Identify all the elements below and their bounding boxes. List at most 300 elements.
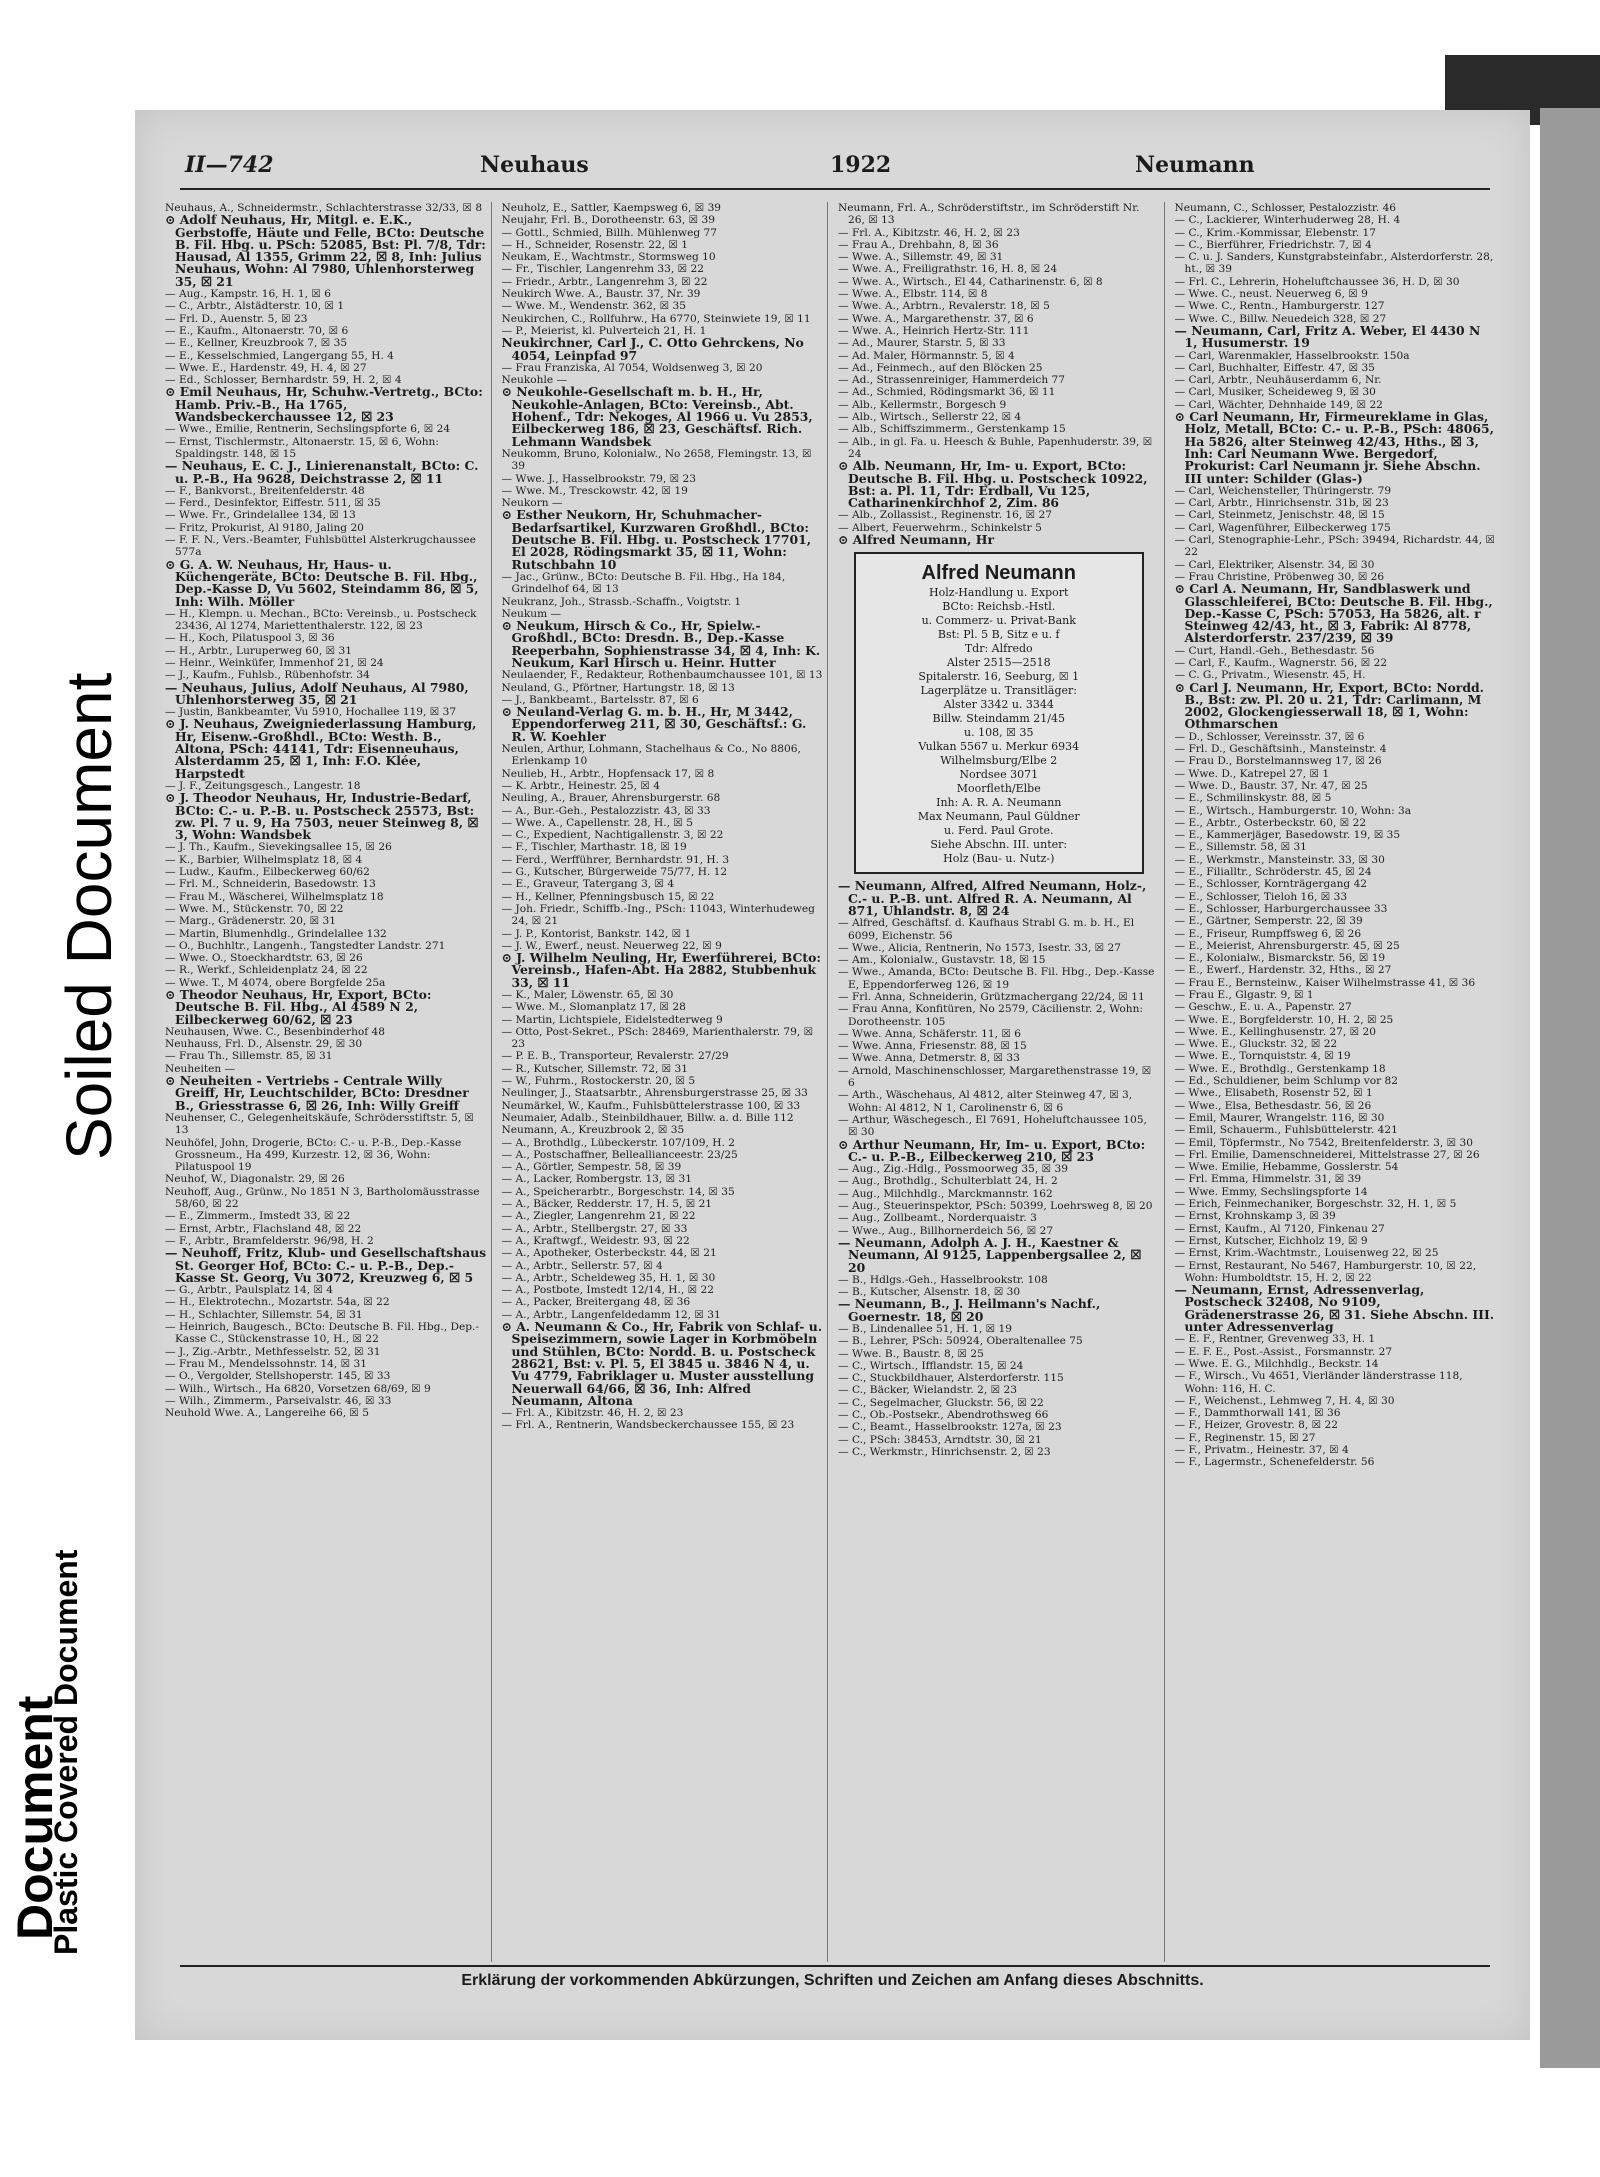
- header-year: 1922: [830, 152, 892, 178]
- directory-entry: — Wwe., Amanda, BCto: Deutsche B. Fil. Hbg., Dep.-Kasse E, Eppendorferweg 126, ☒ 19: [838, 966, 1155, 991]
- directory-entry: — Ad., Strassenreiniger, Hammerdeich 77: [838, 374, 1065, 387]
- directory-entry: — Wwe. E., Borgfelderstr. 10, H. 2, ☒ 25: [1174, 1013, 1394, 1026]
- directory-entry: — Frl. M., Schneiderin, Basedowstr. 13: [165, 878, 376, 891]
- directory-entry: — E., Zimmerm., Imstedt 33, ☒ 22: [165, 1210, 351, 1223]
- ad-line: Wilhelmsburg/Elbe 2: [940, 754, 1058, 768]
- directory-entry: Neuhausen, Wwe. C., Besenbinderhof 48: [165, 1025, 386, 1038]
- ad-line: u. Ferd. Paul Grote.: [943, 824, 1054, 838]
- directory-entry: — B., Kutscher, Alsenstr. 18, ☒ 30: [838, 1286, 1021, 1299]
- ad-line: Inh: A. R. A. Neumann: [936, 796, 1062, 810]
- directory-entry: — K., Maler, Löwenstr. 65, ☒ 30: [501, 989, 674, 1001]
- directory-entry: — E., Schlosser, Tieloh 16, ☒ 33: [1174, 890, 1348, 903]
- directory-entry: — O., Vergolder, Stellshoperstr. 145, ☒ 33: [165, 1370, 391, 1383]
- firm-entry: ⊙ Neuheiten - Vertriebs - Centrale Willy Greiff, Hr, Leuchtschilder, BCto: Dresdner B., Griesstrasse 6, ☒ 26, Inh: Willy Greiff: [165, 1073, 469, 1113]
- directory-entry: — Ernst, Krim.-Wachtmstr., Louisenweg 22, ☒ 25: [1174, 1247, 1439, 1260]
- directory-entry: — R., Kutscher, Sillemstr. 72, ☒ 31: [501, 1062, 689, 1075]
- directory-entry: — Wwe. A., Margarethenstr. 37, ☒ 6: [838, 312, 1034, 325]
- ad-line: Holz-Handlung u. Export: [929, 586, 1069, 600]
- directory-entry: — A., Bur.-Geh., Pestalozzistr. 43, ☒ 33: [501, 804, 711, 817]
- directory-entry: — Am., Kolonialw., Gustavstr. 18, ☒ 15: [838, 954, 1046, 967]
- firm-entry: — Neumann, B., J. Heilmann's Nachf., Goernestr. 18, ☒ 20: [838, 1296, 1101, 1324]
- directory-entry: — E., Gärtner, Semperstr. 22, ☒ 39: [1174, 915, 1363, 928]
- directory-entry: — Wwe. C., Rentn., Hamburgerstr. 127: [1174, 300, 1385, 313]
- directory-entry: — Ad. Maler, Hörmannstr. 5, ☒ 4: [838, 349, 1015, 362]
- directory-entry: — Wwe. E. G., Milchhdlg., Beckstr. 14: [1174, 1357, 1379, 1370]
- directory-entry: Neumaier, Adalb., Steinbildhauer, Billw. a. d. Bille 112: [501, 1111, 794, 1124]
- side-label-plastic: Plastic Covered Document: [48, 1549, 84, 1955]
- directory-entry: — Frau Christine, Pröbenweg 30, ☒ 26: [1174, 570, 1385, 583]
- directory-entry: — A., Kraftwgf., Weidestr. 93, ☒ 22: [501, 1234, 690, 1247]
- ad-line: Holz (Bau- u. Nutz-): [943, 852, 1055, 866]
- directory-entry: — C., Arbtr., Alstädterstr. 10, ☒ 1: [165, 300, 345, 313]
- directory-entry: — Frl. Emilie, Damenschneiderei, Mittelstrasse 27, ☒ 26: [1174, 1148, 1480, 1161]
- ad-line: Alster 2515—2518: [946, 656, 1051, 670]
- directory-entry: — Ludw., Kaufm., Eilbeckerweg 60/62: [165, 866, 370, 879]
- directory-entry: — E. F., Rentner, Grevenweg 33, H. 1: [1174, 1333, 1376, 1346]
- directory-entry: — Wwe. A., Heinrich Hertz-Str. 111: [838, 324, 1030, 337]
- directory-entry: — Wwe., Elsa, Bethesdastr. 56, ☒ 26: [1174, 1099, 1372, 1112]
- directory-entry: — Heinrich, Baugesch., BCto: Deutsche B. Fil. Hbg., Dep.-Kasse C., Stückenstrasse 10, H., ☒ 22: [165, 1321, 480, 1346]
- directory-entry: — Aug., Milchhdlg., Marckmannstr. 162: [838, 1187, 1053, 1200]
- directory-entry: — G., Kutscher, Bürgerweide 75/77, H. 12: [501, 866, 728, 879]
- directory-entry: — Frau Th., Sillemstr. 85, ☒ 31: [165, 1050, 333, 1063]
- directory-entry: Neukranz, Joh., Strassb.-Schaffn., Voigtstr. 1: [501, 595, 742, 608]
- directory-entry: — Wwe., Emilie, Rentnerin, Sechslingspforte 6, ☒ 24: [165, 423, 451, 436]
- ad-line: BCto: Reichsb.-Hstl.: [942, 600, 1056, 614]
- directory-entry: — Emil, Töpfermstr., No 7542, Breitenfelderstr. 3, ☒ 30: [1174, 1136, 1473, 1149]
- directory-entry: — Fr., Tischler, Langenrehm 33, ☒ 22: [501, 263, 704, 276]
- directory-entry: — Carl, Buchhalter, Eiffestr. 47, ☒ 35: [1174, 361, 1375, 374]
- column-2: [502, 202, 829, 1962]
- directory-entry: — C., Werkmstr., Hinrichsenstr. 2, ☒ 23: [838, 1445, 1051, 1458]
- directory-entry: — B., Lindenallee 51, H. 1, ☒ 19: [838, 1323, 1012, 1335]
- firm-entry: ⊙ Theodor Neuhaus, Hr, Export, BCto: Deutsche B. Fil. Hbg., Al 4589 N 2, Eilbeckerweg 60/62, ☒ 23: [165, 987, 432, 1027]
- directory-entry: — E., Friseur, Rumpffsweg 6, ☒ 26: [1174, 927, 1362, 940]
- firm-entry: ⊙ Esther Neukorn, Hr, Schuhmacher-Bedarfsartikel, Kurzwaren Großhdl., BCto: Deutsche B. Fil. Hbg. u. Postscheck 17701, El 2028, Rödingsmarkt 35, ☒ 11, Wohn: Rutschbahn 10: [501, 507, 812, 572]
- directory-entry: — Carl, Steinmetz, Jenischstr. 48, ☒ 15: [1174, 509, 1385, 522]
- directory-entry: — C., Krim.-Kommissar, Elebenstr. 17: [1174, 226, 1377, 239]
- directory-entry: — Martin, Lichtspiele, Eidelstedterweg 9: [501, 1013, 723, 1026]
- directory-page: [135, 110, 1530, 2040]
- directory-entry: — A., Arbtr., Sellerstr. 57, ☒ 4: [501, 1259, 663, 1272]
- firm-entry: ⊙ Emil Neuhaus, Hr, Schuhw.-Vertretg., BCto: Hamb. Priv.-B., Ha 1765, Wandsbeckerchaussee 12, ☒ 23: [165, 384, 483, 425]
- directory-entry: — Wwe. C., neust. Neuerweg 6, ☒ 9: [1174, 288, 1368, 301]
- directory-entry: — Joh. Friedr., Schiffb.-Ing., PSch: 11043, Winterhudeweg 24, ☒ 21: [501, 902, 815, 928]
- directory-entry: — D., Schlosser, Vereinsstr. 37, ☒ 6: [1174, 730, 1365, 743]
- directory-entry: — E., Wirtsch., Hamburgerstr. 10, Wohn: 3a: [1174, 804, 1412, 817]
- directory-entry: — F., Reginenstr. 15, ☒ 27: [1174, 1431, 1316, 1444]
- directory-entry: Neulieb, H., Arbtr., Hopfensack 17, ☒ 8: [501, 767, 715, 780]
- firm-entry: Neukirchner, Carl J., C. Otto Gehrckens, No 4054, Leinpfad 97: [501, 335, 804, 363]
- firm-entry: — Neumann, Ernst, Adressenverlag, Postscheck 32408, No 9109, Grädenerstrasse 26, ☒ 31. Siehe Abschn. III. unter Adressenverlag: [1174, 1282, 1495, 1335]
- directory-entry: — C., Lackierer, Winterhuderweg 28, H. 4: [1174, 214, 1401, 227]
- directory-entry: — E., Kellner, Kreuzbrook 7, ☒ 35: [165, 337, 348, 350]
- directory-entry: — Alfred, Geschäftsf. d. Kaufhaus Strabl G. m. b. H., El 6099, Eichenstr. 56: [838, 917, 1135, 942]
- ad-line: Nordsee 3071: [959, 768, 1039, 782]
- directory-entry: — H., Koch, Pilatuspool 3, ☒ 36: [165, 632, 335, 645]
- directory-entry: Neuling, A., Brauer, Ahrensburgerstr. 68: [501, 792, 721, 805]
- directory-entry: — Frl. D., Auenstr. 5, ☒ 23: [165, 312, 308, 325]
- firm-entry: — Neumann, Adolph A. J. H., Kaestner & Neumann, Al 9125, Lappenbergsallee 2, ☒ 20: [838, 1234, 1142, 1275]
- directory-entry: — Friedr., Arbtr., Langenrehm 3, ☒ 22: [501, 275, 708, 288]
- directory-entry: — E. F. E., Post.-Assist., Forsmannstr. 27: [1174, 1345, 1393, 1358]
- directory-entry: Neukirch Wwe. A., Baustr. 37, Nr. 39: [501, 288, 701, 301]
- directory-entry: — F., Bankvorst., Breitenfelderstr. 48: [165, 484, 365, 497]
- directory-entry: Neuhoff, Aug., Grünw., No 1851 N 3, Bartholomäusstrasse 58/60, ☒ 22: [165, 1185, 480, 1211]
- directory-entry: — Frau M., Wäscherei, Wilhelmsplatz 18: [165, 890, 384, 903]
- directory-entry: — Ernst, Kutscher, Eichholz 19, ☒ 9: [1174, 1234, 1368, 1247]
- directory-entry: — Otto, Post-Sekret., PSch: 28469, Marienthalerstr. 79, ☒ 23: [501, 1025, 814, 1051]
- directory-entry: — A., Ziegler, Langenrehm 21, ☒ 22: [501, 1210, 696, 1223]
- firm-entry: ⊙ Alfred Neumann, Hr: [838, 532, 994, 548]
- directory-entry: — Alb., Schiffszimmerm., Gerstenkamp 15: [838, 423, 1066, 436]
- directory-entry: Neuhaus, A., Schneidermstr., Schlachterstrasse 32/33, ☒ 8: [165, 202, 483, 214]
- directory-entry: — Wwe. J., Hasselbrookstr. 79, ☒ 23: [501, 472, 696, 485]
- directory-entry: — Ernst, Arbtr., Flachsland 48, ☒ 22: [165, 1222, 362, 1235]
- directory-entry: — H., Kellner, Pfenningsbusch 15, ☒ 22: [501, 890, 715, 903]
- directory-entry: — Erich, Feinmechaniker, Borgeschstr. 32, H. 1, ☒ 5: [1174, 1198, 1457, 1211]
- firm-entry: ⊙ Carl A. Neumann, Hr, Sandblaswerk und Glasschleiferei, BCto: Deutsche B. Fil. Hbg., Dep.-Kasse C, PSch: 57053, Ha 5826, alt. r Steinweg 42/43, ht., ☒ 3, Fabrik: Al 8778, Alsterdorferstr. 237/239, ☒ 39: [1174, 581, 1493, 646]
- directory-entry: Neuland, G., Pförtner, Hartungstr. 18, ☒ 13: [501, 681, 735, 694]
- directory-entry: — Wwe. E., Tornquiststr. 4, ☒ 19: [1174, 1050, 1351, 1063]
- directory-entry: — K. Arbtr., Heinestr. 25, ☒ 4: [501, 779, 661, 792]
- adjacent-page-edge: [1540, 108, 1600, 2068]
- directory-entry: — Arnold, Maschinenschlosser, Margarethenstrasse 19, ☒ 6: [838, 1064, 1152, 1090]
- directory-entry: Neuhöfel, John, Drogerie, BCto: C.- u. P.-B., Dep.-Kasse Grossneum., Ha 499, Kurzestr. 12, ☒ 36, Wohn: Pilatuspool 19: [165, 1136, 462, 1174]
- directory-entry: — Wwe. A., Arbtrn., Revalerstr. 18, ☒ 5: [838, 300, 1050, 313]
- directory-entry: — C., Ob.-Postsekr., Abendrothsweg 66: [838, 1409, 1049, 1422]
- firm-entry: ⊙ Adolf Neuhaus, Hr, Mitgl. e. E.K., Gerbstoffe, Häute und Felle, BCto: Deutsche B. Fil. Hbg. u. PSch: 52085, Bst: Pl. 7/8, Tdr: Hausad, Al 1355, Grimm 22, ☒ 8, Inh: Julius Neuhaus, Wohn: Al 7980, Uhlenhorsterweg 35, ☒ 21: [165, 212, 486, 289]
- directory-entry: — B., Lehrer, PSch: 50924, Oberaltenallee 75: [838, 1335, 1083, 1348]
- directory-entry: — Carl, Wagenführer, Eilbeckerweg 175: [1174, 521, 1391, 534]
- directory-entry: — Ernst, Tischlermstr., Altonaerstr. 15, ☒ 6, Wohn: Spaldingstr. 148, ☒ 15: [165, 435, 439, 460]
- directory-entry: — Geschw., E. u. A., Papenstr. 27: [1174, 1001, 1352, 1014]
- directory-entry: Neumann, A., Kreuzbrook 2, ☒ 35: [501, 1124, 685, 1137]
- directory-entry: — Wwe. Anna, Detmerstr. 8, ☒ 33: [838, 1052, 1020, 1065]
- directory-entry: — J. Th., Kaufm., Sievekingsallee 15, ☒ 26: [165, 841, 392, 854]
- directory-entry: — E., Ewerf., Hardenstr. 32, Hths., ☒ 27: [1174, 964, 1392, 977]
- directory-entry: — J. F., Zeitungsgesch., Langestr. 18: [165, 779, 361, 792]
- directory-entry: — F., Lagermstr., Schenefelderstr. 56: [1174, 1456, 1375, 1469]
- directory-entry: Neuhold Wwe. A., Langereihe 66, ☒ 5: [165, 1407, 370, 1420]
- advertisement-box: [854, 552, 1144, 874]
- directory-entry: — P. E. B., Transporteur, Revalerstr. 27/29: [501, 1050, 729, 1063]
- firm-entry: — Neumann, Alfred, Alfred Neumann, Holz-, C.- u. P.-B. unt. Alfred R. A. Neumann, Al 871, Uhlandstr. 8, ☒ 24: [838, 878, 1147, 918]
- directory-entry: — Ernst, Krohnskamp 3, ☒ 39: [1174, 1210, 1336, 1223]
- directory-entry: — Jac., Grünw., BCto: Deutsche B. Fil. Hbg., Ha 184, Grindelhof 64, ☒ 13: [501, 570, 786, 596]
- side-label-cut: Document: [7, 1695, 63, 1940]
- directory-entry: — Aug., Kampstr. 16, H. 1, ☒ 6: [165, 288, 331, 301]
- directory-entry: — Ed., Schlosser, Bernhardstr. 59, H. 2, ☒ 4: [165, 374, 402, 387]
- directory-entry: — Wwe. M., Stückenstr. 70, ☒ 22: [165, 902, 344, 915]
- ad-line: Max Neumann, Paul Güldner: [917, 810, 1080, 824]
- directory-entry: — Wwe. Anna, Friesenstr. 88, ☒ 15: [838, 1040, 1027, 1053]
- directory-entry: — A., Packer, Breitergang 48, ☒ 36: [501, 1296, 691, 1309]
- header-name-left: Neuhaus: [480, 152, 589, 178]
- directory-entry: — Frl. A., Kibitzstr. 46, H. 2, ☒ 23: [501, 1407, 684, 1420]
- directory-entry: — C., Bierführer, Friedrichstr. 7, ☒ 4: [1174, 238, 1372, 251]
- directory-entry: — J. W., Ewerf., neust. Neuerweg 22, ☒ 9: [501, 939, 722, 952]
- directory-entry: — Carl, Elektriker, Alsenstr. 34, ☒ 30: [1174, 558, 1375, 571]
- directory-entry: — Carl, Musiker, Scheideweg 9, ☒ 30: [1174, 386, 1376, 399]
- firm-entry: ⊙ Alb. Neumann, Hr, Im- u. Export, BCto: Deutsche B. Fil. Hbg. u. Postscheck 10922, Bst: a. Pl. 11, Tdr: Erdball, Vu 125, Catharinenkirchhof 2, Zim. 86: [838, 458, 1148, 511]
- ad-title: Alfred Neumann: [921, 562, 1076, 585]
- directory-entry: — Albert, Feuerwehrm., Schinkelstr 5: [838, 521, 1042, 534]
- directory-entry: Neujahr, Frl. B., Dorotheenstr. 63, ☒ 39: [501, 214, 715, 227]
- directory-entry: — Alb., Zollassist., Reginenstr. 16, ☒ 27: [838, 509, 1052, 522]
- firm-entry: ⊙ Carl Neumann, Hr, Firmeureklame in Glas, Holz, Metall, BCto: C.- u. P.-B., PSch: 48065, Ha 5826, alter Steinweg 42/43, Hths., ☒ 3, Inh: Carl Neumann Wwe. Bergedorf, Prokurist: Carl Neumann jr. Siehe Abschn. III unter: Schilder (Glas-): [1174, 409, 1494, 486]
- directory-entry: — Wwe., Alicia, Rentnerin, No 1573, Isestr. 33, ☒ 27: [838, 941, 1122, 954]
- directory-entry: Neukirchen, C., Rollfuhrw., Ha 6770, Steinwiete 19, ☒ 11: [501, 312, 811, 325]
- directory-entry: — Aug., Steuerinspektor, PSch: 50399, Loehrsweg 8, ☒ 20: [838, 1200, 1153, 1213]
- directory-entry: — Wwe. T., M 4074, obere Borgfelde 25a: [165, 976, 386, 989]
- directory-entry: — Ernst, Kaufm., Al 7120, Finkenau 27: [1174, 1222, 1385, 1235]
- directory-entry: — P., Meierist, kl. Pulverteich 21, H. 1: [501, 324, 707, 337]
- directory-entry: — J. P., Kontorist, Bankstr. 142, ☒ 1: [501, 927, 692, 940]
- directory-entry: — A., Görtler, Sempestr. 58, ☒ 39: [501, 1161, 682, 1174]
- directory-entry: — C., Stuckbildhauer, Alsterdorferstr. 115: [838, 1372, 1064, 1385]
- directory-entry: — F., Weichenst., Lehmweg 7, H. 4, ☒ 30: [1174, 1394, 1395, 1407]
- directory-entry: — Gottl., Schmied, Billh. Mühlenweg 77: [501, 226, 717, 239]
- ad-line: Siehe Abschn. III. unter:: [930, 838, 1068, 852]
- directory-entry: — Fritz, Prokurist, Al 9180, Jaling 20: [165, 521, 364, 534]
- directory-entry: — H., Elektrotechn., Mozartstr. 54a, ☒ 22: [165, 1296, 390, 1309]
- firm-entry: ⊙ Arthur Neumann, Hr, Im- u. Export, BCto: C.- u. P.-B., Eilbeckerweg 210, ☒ 23: [838, 1136, 1146, 1164]
- directory-entry: — Wwe. E., Gluckstr. 32, ☒ 22: [1174, 1038, 1338, 1051]
- ad-line: Alster 3342 u. 3344: [943, 698, 1054, 712]
- directory-entry: — C., Bäcker, Wielandstr. 2, ☒ 23: [838, 1384, 1017, 1397]
- directory-entry: — Emil, Schauerm., Fuhlsbüttelerstr. 421: [1174, 1124, 1398, 1137]
- directory-entry: Neukohle —: [501, 374, 568, 387]
- directory-entry: Neukorn —: [501, 497, 563, 510]
- directory-entry: — Wilh., Wirtsch., Ha 6820, Vorsetzen 68/69, ☒ 9: [165, 1382, 431, 1395]
- ad-line: u. 108, ☒ 35: [964, 726, 1034, 740]
- directory-entry: — Ad., Feinmech., auf den Blöcken 25: [838, 361, 1043, 374]
- directory-entry: Neumärkel, W., Kaufm., Fuhlsbüttelerstrasse 100, ☒ 33: [501, 1099, 801, 1112]
- directory-entry: — Ferd., Werfführer, Bernhardstr. 91, H. 3: [501, 853, 730, 866]
- directory-entry: — Wwe. M., Slomanplatz 17, ☒ 28: [501, 1001, 686, 1014]
- directory-entry: Neuheiten —: [165, 1062, 236, 1075]
- directory-entry: — Frau E., Glgastr. 9, ☒ 1: [1174, 989, 1314, 1001]
- directory-entry: — Arth., Wäschehaus, Al 4812, alter Steinweg 47, ☒ 3, Wohn: Al 4812, N 1, Carolinenstr 6, ☒ 6: [838, 1089, 1133, 1114]
- directory-entry: — Marg., Grädenerstr. 20, ☒ 31: [165, 915, 337, 928]
- directory-entry: Neukomm, Bruno, Kolonialw., No 2658, Flemingstr. 13, ☒ 39: [501, 447, 812, 473]
- directory-entry: — Ferd., Desinfektor, Eiffestr. 511, ☒ 35: [165, 497, 381, 510]
- directory-entry: — A., Speicherarbtr., Borgeschstr. 14, ☒ 35: [501, 1185, 735, 1198]
- directory-entry: — Carl, Wächter, Dehnhaide 149, ☒ 22: [1174, 398, 1383, 411]
- ad-line: Moorfleth/Elbe: [956, 782, 1041, 796]
- directory-entry: — Carl, Arbtr., Hinrichsenstr. 31b, ☒ 23: [1174, 497, 1389, 510]
- directory-entry: — E., Schlosser, Kornträgergang 42: [1174, 878, 1368, 891]
- directory-entry: Neukam, E., Wachtmstr., Stormsweg 10: [501, 251, 716, 264]
- directory-entry: — E., Schlosser, Harburgerchaussee 33: [1174, 902, 1388, 915]
- directory-entry: — Wwe. A., Sillemstr. 49, ☒ 31: [838, 251, 1004, 264]
- page-header: [135, 152, 1530, 182]
- directory-entry: — G., Arbtr., Paulsplatz 14, ☒ 4: [165, 1284, 334, 1297]
- directory-entry: — R., Werkf., Schleidenplatz 24, ☒ 22: [165, 964, 368, 977]
- directory-entry: — E., Arbtr., Osterbeckstr. 60, ☒ 22: [1174, 816, 1367, 829]
- directory-entry: — F. F. N., Vers.-Beamter, Fuhlsbüttel Alsterkrugchaussee 577a: [165, 534, 476, 559]
- directory-entry: — C., Beamt., Hasselbrookstr. 127a, ☒ 23: [838, 1421, 1062, 1434]
- directory-entry: — E., Filialltr., Schröderstr. 45, ☒ 24: [1174, 866, 1372, 879]
- directory-entry: — K., Barbier, Wilhelmsplatz 18, ☒ 4: [165, 853, 363, 866]
- directory-entry: — Wwe., Elisabeth, Rosenstr 52, ☒ 1: [1174, 1087, 1373, 1100]
- directory-entry: — C. G., Privatm., Wiesenstr. 45, H.: [1174, 669, 1366, 682]
- directory-entry: — Arthur, Wäschegesch., El 7691, Hoheluftchaussee 105, ☒ 30: [838, 1113, 1147, 1139]
- directory-entry: — Wwe. A., Capellenstr. 28, H., ☒ 5: [501, 816, 694, 829]
- directory-entry: — A., Postbote, Imstedt 12/14, H., ☒ 22: [501, 1284, 714, 1297]
- directory-entry: — Frau A., Drehbahn, 8, ☒ 36: [838, 238, 999, 251]
- directory-entry: — A., Bäcker, Redderstr. 17, H. 5, ☒ 21: [501, 1198, 713, 1211]
- directory-entry: Neumann, Frl. A., Schröderstiftstr., im Schröderstift Nr. 26, ☒ 13: [838, 202, 1140, 227]
- directory-entry: — E., Kammerjäger, Basedowstr. 19, ☒ 35: [1174, 829, 1401, 842]
- page-number: II—742: [185, 152, 274, 178]
- ad-line: Spitalerstr. 16, Seeburg, ☒ 1: [918, 670, 1080, 684]
- directory-entry: — F., Dammthorwall 141, ☒ 36: [1174, 1407, 1341, 1420]
- directory-entry: — Wwe. Emmy, Sechslingspforte 14: [1174, 1185, 1368, 1198]
- directory-entry: — Wwe. A., Freiligrathstr. 16, H. 8, ☒ 24: [838, 263, 1058, 276]
- directory-entry: — Wwe. M., Tresckowstr. 42, ☒ 19: [501, 484, 688, 497]
- footer-rule: [180, 1965, 1490, 1967]
- directory-entry: — O., Buchhltr., Langenh., Tangstedter Landstr. 271: [165, 939, 446, 952]
- directory-entry: — Wwe. Emilie, Hebamme, Gosslerstr. 54: [1174, 1161, 1399, 1174]
- column-4: [1175, 202, 1501, 1962]
- firm-entry: — Neuhaus, E. C. J., Linierenanstalt, BCto: C. u. P.-B., Ha 9628, Deichstrasse 2, ☒ 11: [165, 458, 479, 486]
- directory-entry: — Frau Franziska, Al 7054, Woldsenweg 3, ☒ 20: [501, 361, 763, 374]
- directory-entry: — E., Werkmstr., Mansteinstr. 33, ☒ 30: [1174, 853, 1385, 866]
- directory-entry: — Wwe. O., Stoeckhardtstr. 63, ☒ 26: [165, 952, 363, 965]
- directory-entry: — A., Apotheker, Osterbeckstr. 44, ☒ 21: [501, 1247, 717, 1260]
- directory-entry: — Curt, Handl.-Geh., Bethesdastr. 56: [1174, 644, 1375, 657]
- directory-entry: — F., Arbtr., Bramfelderstr. 96/98, H. 2: [165, 1234, 374, 1247]
- directory-entry: — Frl. Anna, Schneiderin, Grützmachergang 22/24, ☒ 11: [838, 990, 1145, 1003]
- directory-entry: — E., Sillemstr. 58, ☒ 31: [1174, 841, 1307, 854]
- firm-entry: ⊙ A. Neumann & Co., Hr, Fabrik von Schlaf- u. Speisezimmern, sowie Lager in Korbmöbeln und Stühlen, BCto: Nordd. B. u. Postscheck 28621, Bst: v. Pl. 5, El 3845 u. 3846 N 4, u. Vu 4779, Fabriklager u. Muster ausstellung Neuerwall 64/66, ☒ 36, Inh: Alfred Neumann, Altona: [501, 1319, 823, 1408]
- directory-entry: — F., Wirsch., Vu 4651, Vierländer länderstrasse 118, Wohn: 116, H. C.: [1174, 1370, 1463, 1395]
- firm-entry: ⊙ J. Theodor Neuhaus, Hr, Industrie-Bedarf, BCto: C.- u. P.-B. u. Postscheck 25573, Bst: zw. Pl. 7 u. 9, Ha 7503, neuer Steinweg 8, ☒ 3, Wohn: Wandsbek: [165, 790, 479, 843]
- firm-entry: ⊙ Neukohle-Gesellschaft m. b. H., Hr, Neukohle-Anlagen, BCto: Vereinsb., Abt. Hohenf., Tdr: Nekoges, Al 1966 u. Vu 2853, Eilbeckerweg 186, ☒ 23, Geschäftsf. Rich. Lehmann Wandsbek: [501, 384, 813, 449]
- directory-entry: — J., Kaufm., Fuhlsb., Rübenhofstr. 34: [165, 669, 370, 682]
- directory-entry: — F., Tischler, Marthastr. 18, ☒ 19: [501, 841, 687, 854]
- directory-entry: — Wwe. E., Kellinghusenstr. 27, ☒ 20: [1174, 1025, 1376, 1038]
- directory-entry: — A., Postschaffner, Belleallianceestr. 23/25: [501, 1148, 738, 1161]
- directory-entry: — Wwe. A., Wirtsch., El 44, Catharinenstr. 6, ☒ 8: [838, 275, 1103, 288]
- ad-line: u. Commerz- u. Privat-Bank: [921, 614, 1076, 628]
- directory-entry: — Emil, Maurer, Wrangelstr. 116, ☒ 30: [1174, 1111, 1385, 1124]
- directory-entry: Neuhenser, C., Gelegenheitskäufe, Schrödersstiftstr. 5, ☒ 13: [165, 1111, 474, 1137]
- directory-entry: — J., Bankbeamt., Bartelsstr. 87, ☒ 6: [501, 693, 699, 706]
- directory-entry: Neulinger, J., Staatsarbtr., Ahrensburgerstrasse 25, ☒ 33: [501, 1087, 808, 1100]
- side-label-soiled: Soiled Document: [53, 672, 125, 1160]
- directory-entry: — Carl, Arbtr., Neuhäuserdamm 6, Nr.: [1174, 374, 1382, 387]
- firm-entry: — Neuhaus, Julius, Adolf Neuhaus, Al 7980, Uhlenhorsterweg 35, ☒ 21: [165, 679, 469, 707]
- directory-entry: Neuhauss, Frl. D., Alsenstr. 29, ☒ 30: [165, 1038, 363, 1051]
- directory-entry: — A., Arbtr., Stellbergstr. 27, ☒ 33: [501, 1222, 688, 1235]
- directory-entry: — Wwe. Fr., Grindelallee 134, ☒ 13: [165, 509, 356, 522]
- directory-entry: — Ed., Schuldiener, beim Schlump vor 82: [1174, 1075, 1399, 1088]
- directory-entry: — W., Fuhrm., Rostockerstr. 20, ☒ 5: [501, 1075, 696, 1088]
- directory-entry: — Martin, Blumenhdlg., Grindelallee 132: [165, 927, 387, 940]
- directory-entry: — Wwe. D., Baustr. 37, Nr. 47, ☒ 25: [1174, 779, 1368, 792]
- directory-entry: — Wilh., Zimmerm., Parseivalstr. 46, ☒ 33: [165, 1394, 392, 1407]
- ad-line: Vulkan 5567 u. Merkur 6934: [918, 740, 1080, 754]
- directory-entry: — Wwe. E., Brothdlg., Gerstenkamp 18: [1174, 1062, 1386, 1075]
- directory-entry: — Carl, F., Kaufm., Wagnerstr. 56, ☒ 22: [1174, 656, 1388, 669]
- directory-entry: Neukum —: [501, 607, 562, 620]
- directory-entry: — Wwe. D., Katrepel 27, ☒ 1: [1174, 767, 1330, 780]
- directory-entry: — F., Heizer, Grovestr. 8, ☒ 22: [1174, 1419, 1338, 1432]
- directory-entry: — H., Schlachter, Sillemstr. 54, ☒ 31: [165, 1308, 363, 1321]
- firm-entry: ⊙ J. Wilhelm Neuling, Hr, Ewerführerei, BCto: Vereinsb., Hafen-Abt. Ha 2882, Stubbenhuk 33, ☒ 11: [501, 950, 821, 990]
- directory-entry: — Frau D., Borstelmannsweg 17, ☒ 26: [1174, 755, 1382, 768]
- directory-entry: — H., Klempn. u. Mechan., BCto: Vereinsb., u. Postscheck 23436, Al 1274, Mariettenthalerstr. 122, ☒ 23: [165, 607, 477, 633]
- directory-entry: — E., Graveur, Tatergang 3, ☒ 4: [501, 878, 675, 891]
- directory-entry: — Wwe. C., Billw. Neuedeich 328, ☒ 27: [1174, 312, 1387, 325]
- directory-entry: — H., Arbtr., Luruperweg 60, ☒ 31: [165, 644, 352, 657]
- directory-entry: Neumann, C., Schlosser, Pestalozzistr. 46: [1174, 202, 1397, 214]
- ad-line: Bst: Pl. 5 B, Sitz e u. f: [937, 628, 1060, 642]
- directory-entry: Neuhof, W., Diagonalstr. 29, ☒ 26: [165, 1173, 345, 1186]
- directory-entry: — Frau Anna, Konfitüren, No 2579, Cäcilienstr. 2, Wohn: Dorotheenstr. 105: [838, 1003, 1143, 1028]
- directory-entry: — F., Privatm., Heinestr. 37, ☒ 4: [1174, 1443, 1349, 1456]
- directory-entry: — Wwe. B., Baustr. 8, ☒ 25: [838, 1347, 984, 1360]
- directory-entry: — E., Kolonialw., Bismarckstr. 56, ☒ 19: [1174, 952, 1386, 965]
- firm-entry: — Neumann, Carl, Fritz A. Weber, El 4430 N 1, Husumerstr. 19: [1174, 322, 1481, 351]
- directory-entry: — Frl. D., Geschäftsinh., Mansteinstr. 4: [1174, 743, 1387, 756]
- directory-entry: — C., Expedient, Nachtigallenstr. 3, ☒ 22: [501, 829, 724, 842]
- directory-entry: — E., Schmilinskystr. 88, ☒ 5: [1174, 792, 1332, 805]
- directory-entry: — E., Kaufm., Altonaerstr. 70, ☒ 6: [165, 324, 349, 337]
- directory-entry: — Carl, Warenmakler, Hasselbrookstr. 150a: [1174, 349, 1410, 362]
- directory-entry: — Frau E., Bernsteinw., Kaiser Wilhelmstrasse 41, ☒ 36: [1174, 976, 1476, 989]
- directory-entry: — Alb., Wirtsch., Sellerstr 22, ☒ 4: [838, 411, 1022, 424]
- directory-entry: — Wwe. M., Wendenstr. 362, ☒ 35: [501, 300, 686, 313]
- ad-line: Lagerplätze u. Transitläger:: [920, 684, 1077, 698]
- directory-entry: — Ad., Maurer, Starstr. 5, ☒ 33: [838, 337, 1006, 350]
- directory-entry: — Wwe. A., Elbstr. 114, ☒ 8: [838, 288, 988, 301]
- directory-columns: [165, 202, 1500, 1962]
- directory-entry: — Aug., Zollbeamt., Norderquaistr. 3: [838, 1212, 1037, 1225]
- directory-entry: — B., Hdlgs.-Geh., Hasselbrookstr. 108: [838, 1273, 1048, 1286]
- directory-entry: — Aug., Brothdlg., Schulterblatt 24, H. 2: [838, 1175, 1058, 1188]
- directory-entry: — Frl. C., Lehrerin, Hoheluftchaussee 36, H. D, ☒ 30: [1174, 275, 1460, 288]
- directory-entry: — Heinr., Weinküfer, Immenhof 21, ☒ 24: [165, 656, 384, 669]
- directory-entry: — Carl, Stenographie-Lehr., PSch: 39494, Richardstr. 44, ☒ 22: [1174, 534, 1496, 559]
- directory-entry: — A., Brothdlg., Lübeckerstr. 107/109, H. 2: [501, 1136, 735, 1149]
- directory-entry: — C., Segelmacher, Gluckstr. 56, ☒ 22: [838, 1396, 1044, 1409]
- directory-entry: — A., Lacker, Rombergstr. 13, ☒ 31: [501, 1173, 693, 1186]
- ad-line: Tdr: Alfredo: [964, 642, 1033, 656]
- directory-entry: — Frl. Emma, Himmelstr. 31, ☒ 39: [1174, 1173, 1362, 1186]
- directory-entry: — Justin, Bankbeamter, Vu 5910, Hochallee 119, ☒ 37: [165, 706, 457, 719]
- directory-entry: — Ernst, Restaurant, No 5467, Hamburgerstr. 10, ☒ 22, Wohn: Humboldtstr. 15, H. 2, ☒ 22: [1174, 1259, 1477, 1284]
- directory-entry: Neulen, Arthur, Lohmann, Stachelhaus & Co., No 8806, Erlenkamp 10: [501, 743, 801, 768]
- firm-entry: ⊙ Neukum, Hirsch & Co., Hr, Spielw.-Großhdl., BCto: Dresdn. B., Dep.-Kasse Reeperbahn, Sophienstrasse 34, ☒ 4, Inh: K. Neukum, Karl Hirsch u. Heinr. Hutter: [501, 618, 821, 670]
- column-1: [165, 202, 492, 1962]
- ad-line: Billw. Steindamm 21/45: [932, 712, 1065, 726]
- directory-entry: — Wwe. E., Hardenstr. 49, H. 4, ☒ 27: [165, 361, 367, 374]
- abbreviation-note: Erklärung der vorkommenden Abkürzungen, Schriften und Zeichen am Anfang dieses Abschnitts.: [461, 1972, 1204, 1989]
- directory-entry: Neuholz, E., Sattler, Kaempsweg 6, ☒ 39: [501, 202, 722, 214]
- directory-entry: — Wwe., Aug., Billhornerdeich 56, ☒ 27: [838, 1224, 1054, 1237]
- directory-entry: — E., Meierist, Ahrensburgerstr. 45, ☒ 25: [1174, 939, 1400, 952]
- directory-entry: — H., Schneider, Rosenstr. 22, ☒ 1: [501, 238, 689, 251]
- firm-entry: ⊙ Neuland-Verlag G. m. b. H., Hr, M 3442, Eppendorferweg 211, ☒ 30, Geschäftsf.: G. R. W. Koehler: [501, 704, 807, 744]
- directory-entry: — J., Zig.-Arbtr., Methfesselstr. 52, ☒ 31: [165, 1345, 381, 1358]
- directory-entry: — Frau M., Mendelssohnstr. 14, ☒ 31: [165, 1357, 367, 1370]
- directory-entry: — Ad., Schmied, Rödingsmarkt 36, ☒ 11: [838, 386, 1056, 399]
- directory-entry: — Wwe. Anna, Schäferstr. 11, ☒ 6: [838, 1027, 1022, 1040]
